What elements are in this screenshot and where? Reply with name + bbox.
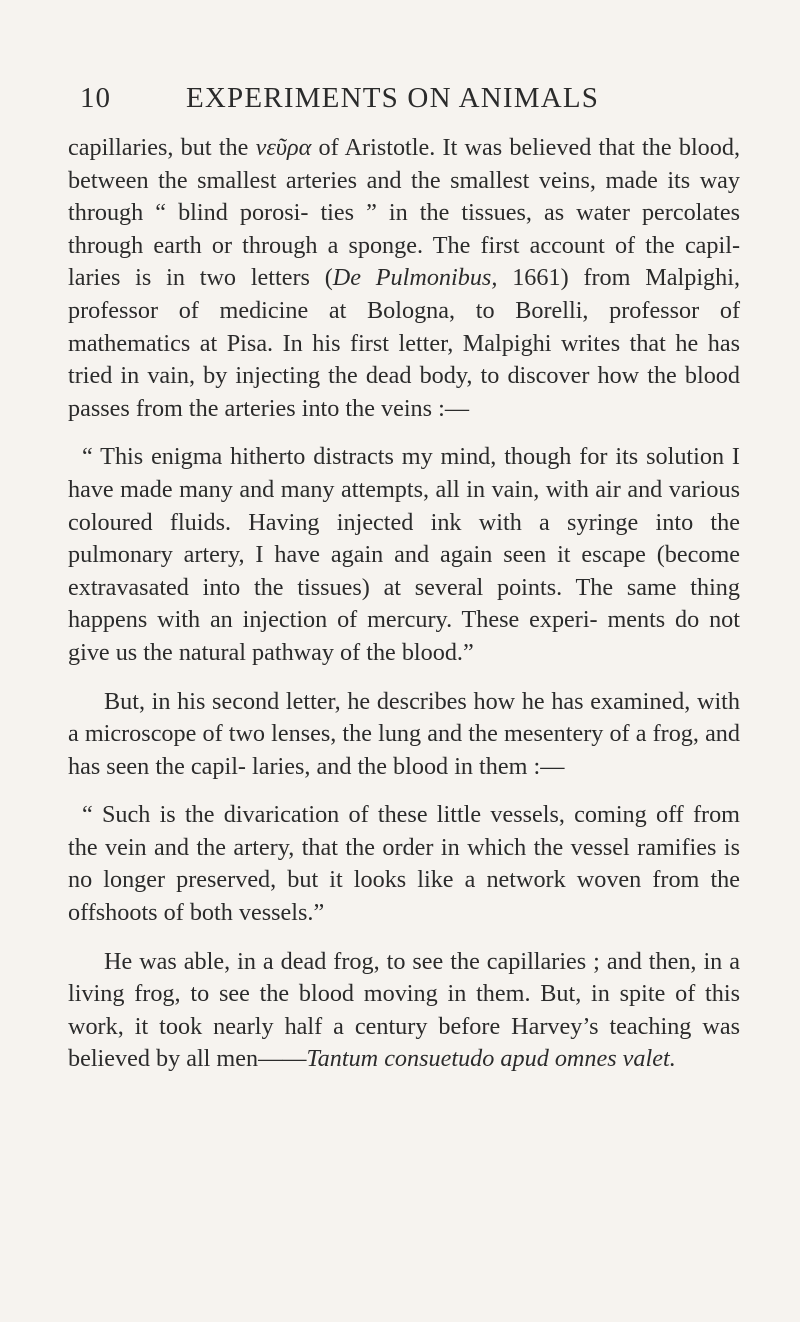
- p5-text-a: He was able, in a dead frog, to see the capillaries ; and then, in a living frog, to see the blood moving in them. But, in spite of this work, it took nearly half a century before Harvey’s teaching was believed by all men——: [68, 947, 740, 1073]
- page-number: 10: [80, 82, 111, 114]
- latin-quote-italic: Tantum consuetudo apud omnes valet.: [306, 1045, 676, 1073]
- book-title-italic: De Pulmonibus,: [332, 264, 498, 292]
- greek-word: νεῦρα: [255, 134, 312, 161]
- paragraph-1: [68, 132, 740, 425]
- running-title: EXPERIMENTS ON ANIMALS: [186, 82, 600, 114]
- paragraph-5: [68, 946, 740, 1076]
- paragraph-3: But, in his second letter, he describes how he has examined, with a microscope of two lenses, the lung and the mesentery of a frog, and has seen the capil- laries, and the blood in them :—: [68, 687, 740, 780]
- quotation-1: “ This enigma hitherto distracts my mind, though for its solution I have made many and many attempts, all in vain, with air and various coloured fluids. Having injected ink with a syringe into the pulmonary artery, I have again and again seen it escape (become extravasated into the tissues) at several points. The same thing happens with an injection of mercury. These experi- ments do not give us the natural pathway of the blood.”: [68, 443, 740, 666]
- running-head: [68, 82, 740, 122]
- p1-text-a: capillaries, but the: [68, 134, 256, 161]
- book-page: [68, 82, 740, 1076]
- p1-text-c: 1661) from Malpighi, professor of medicine at Bologna, to Borelli, professor of mathematics at Pisa. In his first letter, Malpighi writes that he has tried in vain, by injecting the dead body, to discover how the blood passes from the arteries into the veins :—: [68, 264, 740, 422]
- quotation-2: “ Such is the divarication of these little vessels, coming off from the vein and the artery, that the order in which the vessel ramifies is no longer preserved, but it looks like a network woven from the offshoots of both vessels.”: [68, 801, 740, 927]
- p1-text-b: of Aristotle. It was believed that the blood, between the smallest arteries and the smallest veins, made its way through “ blind porosi- ties ” in the tissues, as water percolates through earth or through a sponge. The first account of the capil- laries is in two letters (: [68, 134, 740, 292]
